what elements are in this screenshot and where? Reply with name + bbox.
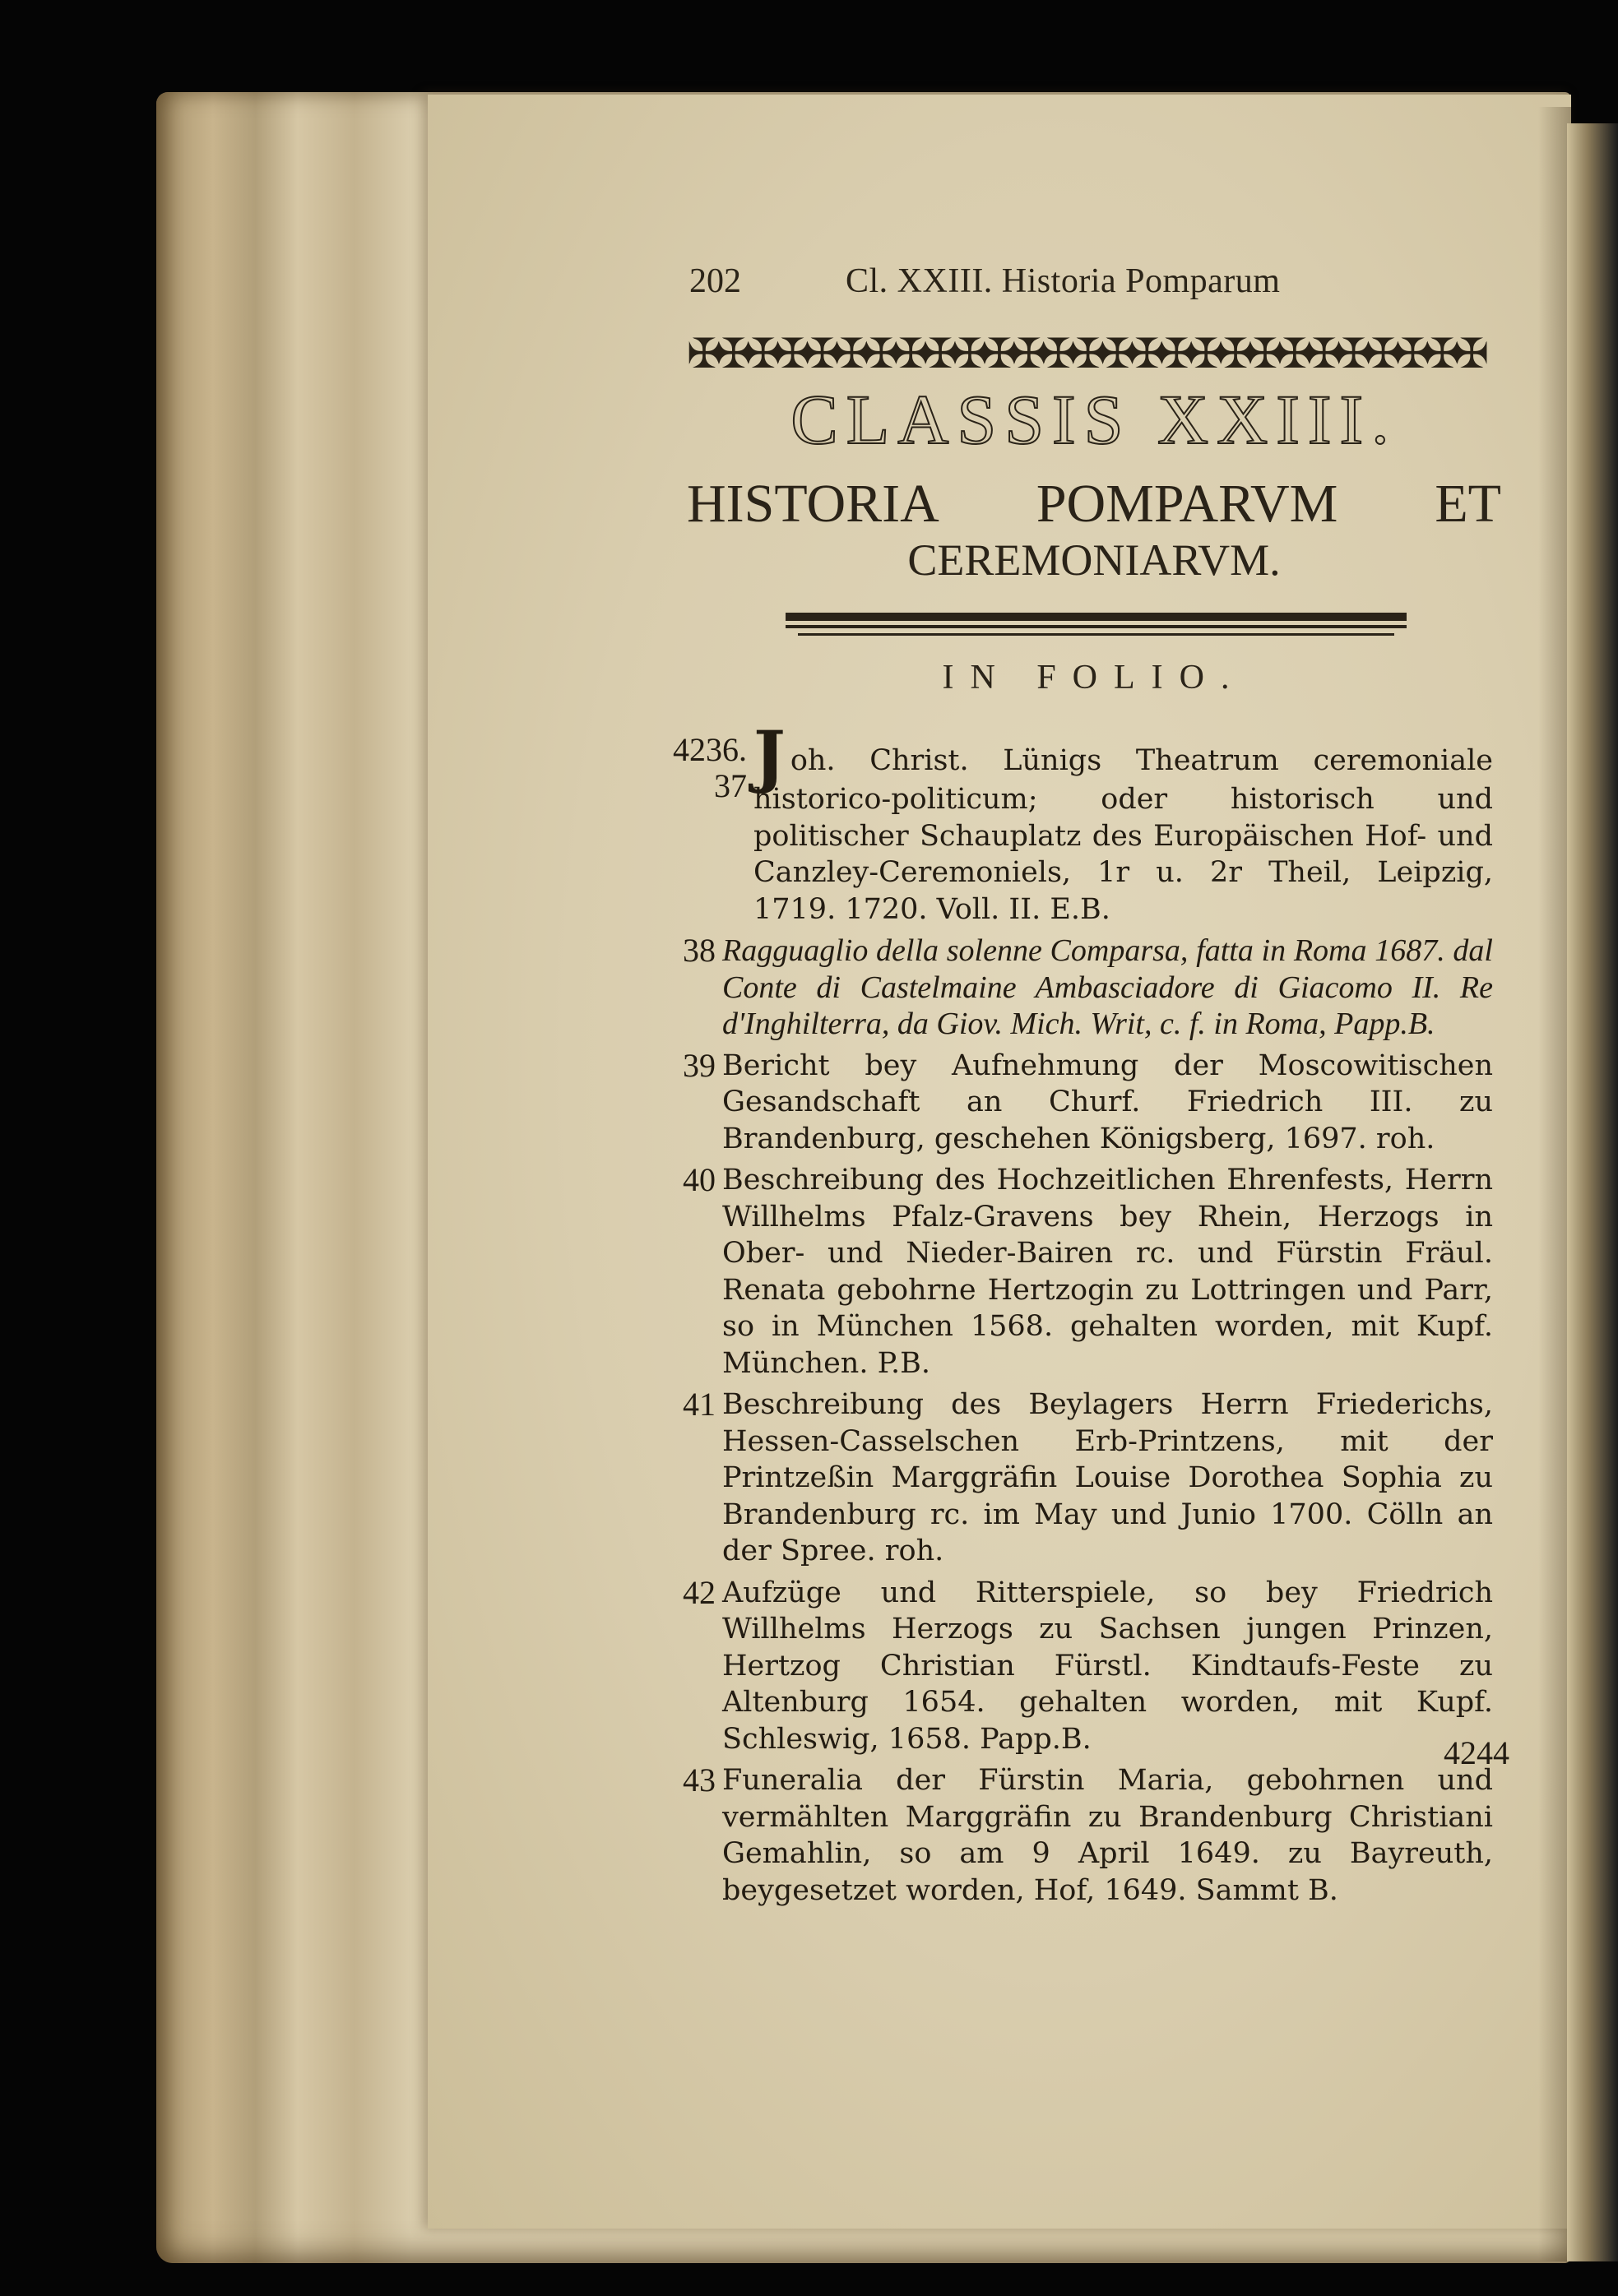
- divider-rule: [786, 613, 1407, 621]
- entry-number: 39: [683, 1046, 716, 1084]
- catalog-entry: [658, 1762, 1493, 1909]
- entry-number: 40: [683, 1161, 716, 1198]
- entry-number: 43: [683, 1761, 716, 1798]
- spine-shadow: [1538, 107, 1571, 2261]
- entry-text: Beschreibung des Beylagers Herrn Friederichs, Hessen-Casselschen Erb-Printzens, mit der Printzeßin Marggräfin Louise Dorothea Sophia zu Brandenburg rc. im May und Junio 1700. Cölln an der Spree. roh.: [722, 1388, 1493, 1567]
- catalog-entry: [658, 933, 1493, 1043]
- entry-body: oh. Christ. Lünigs Theatrum ceremoniale historico-politicum; oder historisch und politischer Schauplatz des Europäischen Hof- und Canzley-Ceremoniels, 1r u. 2r Theil, Leipzig, 1719. 1720. Voll. II. E.B.: [753, 744, 1493, 926]
- catalog-entries: [658, 717, 1493, 1909]
- divider-rule: [798, 633, 1394, 636]
- catalog-entry: [658, 717, 1493, 928]
- page-number: 202: [689, 262, 741, 300]
- section-heading-line2: CEREMONIARVM.: [907, 535, 1281, 585]
- ornament-border: ✠✠✠✠✠✠✠✠✠✠✠✠✠✠✠✠✠✠✠✠✠✠✠✠✠✠✠: [687, 331, 1485, 377]
- running-head: [689, 262, 1413, 311]
- entry-number: 42: [683, 1573, 716, 1611]
- heading-word: POMPARVM: [1036, 474, 1338, 534]
- catalog-entry: [658, 1575, 1493, 1758]
- divider-rule: [786, 625, 1407, 628]
- classis-heading: CLASSIS XXIII.: [790, 380, 1398, 459]
- entry-text: Bericht bey Aufnehmung der Moscowitischen Gesandschaft an Churf. Friedrich III. zu Brandenburg, geschehen Königsberg, 1697. roh.: [722, 1048, 1493, 1155]
- heading-word: ET: [1435, 474, 1501, 534]
- entry-number: 41: [683, 1386, 716, 1423]
- entry-text: [753, 717, 1493, 928]
- entry-text: Beschreibung des Hochzeitlichen Ehrenfests, Herrn Willhelms Pfalz-Gravens bey Rhein, Herzogs in Ober- und Nieder-Bairen rc. und Fürstin Fräul. Renata gebohrne Hertzogin zu Lottringen und Parr, so in München 1568. gehalten worden, mit Kupf. München. P.B.: [722, 1164, 1493, 1380]
- catchword: 4244: [1444, 1734, 1509, 1771]
- running-title: Cl. XXIII. Historia Pomparum: [846, 262, 1281, 300]
- entry-number: 38: [683, 932, 716, 969]
- entry-text: Funeralia der Fürstin Maria, gebohrnen und vermählten Marggräfin zu Brandenburg Christiani Gemahlin, so am 9 April 1649. zu Bayreuth, beygesetzet worden, Hof, 1649. Sammt B.: [722, 1764, 1493, 1907]
- format-heading: IN FOLIO.: [942, 659, 1246, 697]
- heading-word: HISTORIA: [687, 474, 939, 534]
- section-heading-line1: [687, 473, 1501, 535]
- entry-text: Ragguaglio della solenne Comparsa, fatta in Roma 1687. dal Conte di Castelmaine Ambasciadore di Giacomo II. Re d'Inghilterra, da Giov. Mich. Writ, c. f. in Roma, Papp.B.: [722, 933, 1493, 1041]
- catalog-entry: [658, 1162, 1493, 1382]
- catalog-entry: [658, 1386, 1493, 1570]
- drop-cap: J: [753, 717, 786, 796]
- entry-text: Aufzüge und Ritterspiele, so bey Friedrich Willhelms Herzogs zu Sachsen jungen Prinzen, Hertzog Christian Fürstl. Kindtaufs-Feste zu Altenburg 1654. gehalten worden, mit Kupf. Schleswig, 1658. Papp.B.: [722, 1576, 1493, 1756]
- catalog-entry: [658, 1048, 1493, 1158]
- next-page-edge: [1567, 123, 1618, 2261]
- entry-number: 4236. 37: [673, 731, 747, 804]
